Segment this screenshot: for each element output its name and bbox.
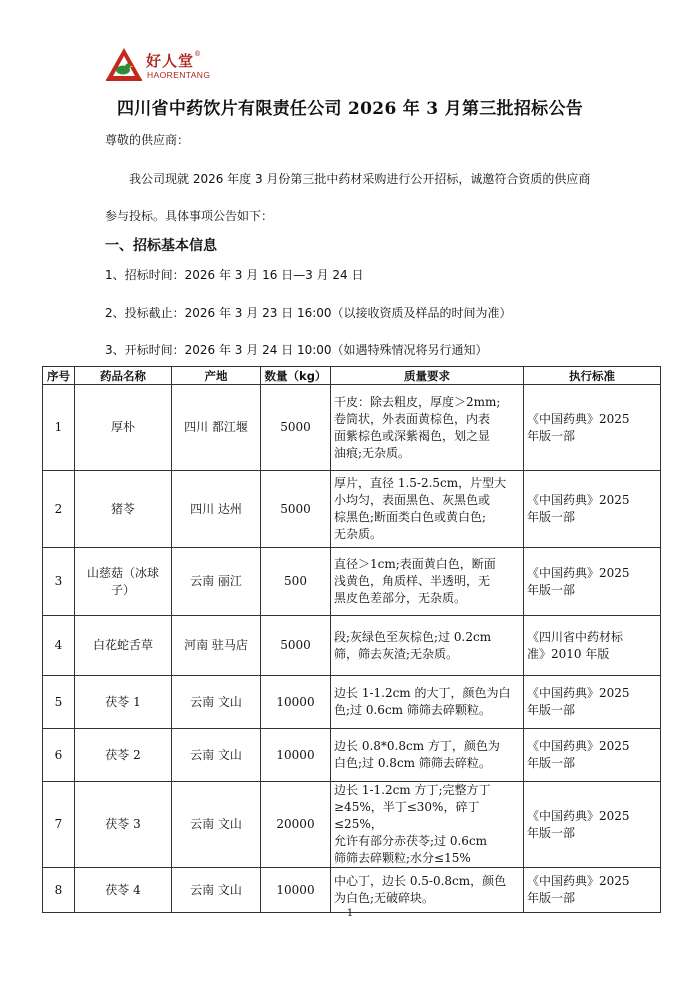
cell-origin: 云南 丽江 <box>172 548 261 616</box>
info-opening-time: 3、开标时间：2026 年 3 月 24 日 10:00（如遇特殊情况将另行通知） <box>105 343 488 357</box>
intro-line-2: 参与投标。具体事项公告如下： <box>105 209 274 223</box>
section-heading: 一、招标基本信息 <box>105 238 217 254</box>
company-logo <box>104 46 224 88</box>
cell-no: 2 <box>43 471 75 548</box>
cell-quality: 中心丁，边长 0.5-0.8cm，颜色 为白色;无破碎块。 <box>331 868 524 913</box>
cell-qty: 10000 <box>261 868 331 913</box>
cell-no: 8 <box>43 868 75 913</box>
tender-table <box>42 366 661 913</box>
page-title: 四川省中药饮片有限责任公司 2026 年 3 月第三批招标公告 <box>116 99 584 119</box>
cell-quality: 厚片，直径 1.5-2.5cm，片型大 小均匀，表面黑色、灰黑色或 棕黑色;断面类白色或黄白色; 无杂质。 <box>331 471 524 548</box>
cell-no: 4 <box>43 616 75 676</box>
cell-standard: 《中国药典》2025 年版一部 <box>524 729 661 782</box>
table-row <box>43 385 661 471</box>
mountain-bird-logo-icon <box>104 46 144 84</box>
cell-standard: 《中国药典》2025 年版一部 <box>524 548 661 616</box>
cell-quality: 边长 1-1.2cm 方丁;完整方丁 ≥45%，半丁≤30%，碎丁≤25%， 允许有部分赤茯苓;过 0.6cm 筛筛去碎颗粒;水分≤15% <box>331 782 524 868</box>
table-row <box>43 471 661 548</box>
header-no: 序号 <box>43 367 75 385</box>
cell-origin: 云南 文山 <box>172 676 261 729</box>
cell-no: 6 <box>43 729 75 782</box>
intro-line-1: 我公司现就 2026 年度 3 月份第三批中药材采购进行公开招标，诚邀符合资质的供应商 <box>129 172 591 186</box>
cell-origin: 云南 文山 <box>172 868 261 913</box>
header-qty: 数量（kg） <box>261 367 331 385</box>
cell-qty: 5000 <box>261 616 331 676</box>
cell-standard: 《中国药典》2025 年版一部 <box>524 676 661 729</box>
cell-name: 茯苓 3 <box>75 782 172 868</box>
cell-name: 茯苓 1 <box>75 676 172 729</box>
cell-name: 白花蛇舌草 <box>75 616 172 676</box>
cell-quality: 段;灰绿色至灰棕色;过 0.2cm 筛，筛去灰渣;无杂质。 <box>331 616 524 676</box>
cell-name: 茯苓 2 <box>75 729 172 782</box>
cell-qty: 500 <box>261 548 331 616</box>
table-row <box>43 729 661 782</box>
greeting: 尊敬的供应商： <box>105 133 190 147</box>
cell-no: 7 <box>43 782 75 868</box>
cell-standard: 《中国药典》2025 年版一部 <box>524 471 661 548</box>
cell-origin: 云南 文山 <box>172 782 261 868</box>
table-row <box>43 782 661 868</box>
cell-standard: 《中国药典》2025 年版一部 <box>524 782 661 868</box>
page-number: 1 <box>346 908 354 919</box>
cell-origin: 四川 达州 <box>172 471 261 548</box>
cell-quality: 边长 0.8*0.8cm 方丁，颜色为 白色;过 0.8cm 筛筛去碎粒。 <box>331 729 524 782</box>
info-bid-deadline: 2、投标截止：2026 年 3 月 23 日 16:00（以接收资质及样品的时间为准） <box>105 306 512 320</box>
cell-qty: 20000 <box>261 782 331 868</box>
cell-origin: 河南 驻马店 <box>172 616 261 676</box>
logo-english-name: HAORENTANG <box>147 70 211 80</box>
cell-standard: 《四川省中药材标 准》2010 年版 <box>524 616 661 676</box>
cell-origin: 四川 都江堰 <box>172 385 261 471</box>
cell-no: 3 <box>43 548 75 616</box>
logo-chinese-name: 好人堂® <box>146 50 203 70</box>
table-header-row <box>43 367 661 385</box>
cell-quality: 边长 1-1.2cm 的大丁，颜色为白 色;过 0.6cm 筛筛去碎颗粒。 <box>331 676 524 729</box>
cell-no: 5 <box>43 676 75 729</box>
cell-standard: 《中国药典》2025 年版一部 <box>524 868 661 913</box>
table-row <box>43 548 661 616</box>
info-tender-period: 1、招标时间：2026 年 3 月 16 日—3 月 24 日 <box>105 268 364 282</box>
cell-standard: 《中国药典》2025 年版一部 <box>524 385 661 471</box>
cell-qty: 10000 <box>261 729 331 782</box>
cell-qty: 5000 <box>261 385 331 471</box>
table-row <box>43 868 661 913</box>
cell-name: 山慈菇（冰球 子） <box>75 548 172 616</box>
cell-name: 猪苓 <box>75 471 172 548</box>
cell-no: 1 <box>43 385 75 471</box>
cell-quality: 直径＞1cm;表面黄白色，断面 浅黄色，角质样、半透明，无 黑皮色差部分，无杂质。 <box>331 548 524 616</box>
header-origin: 产地 <box>172 367 261 385</box>
header-quality: 质量要求 <box>331 367 524 385</box>
cell-qty: 10000 <box>261 676 331 729</box>
header-name: 药品名称 <box>75 367 172 385</box>
table-row <box>43 616 661 676</box>
cell-origin: 云南 文山 <box>172 729 261 782</box>
cell-qty: 5000 <box>261 471 331 548</box>
cell-quality: 干皮：除去粗皮，厚度＞2mm; 卷筒状，外表面黄棕色，内表 面紫棕色或深紫褐色，划之显 油痕;无杂质。 <box>331 385 524 471</box>
cell-name: 厚朴 <box>75 385 172 471</box>
header-standard: 执行标准 <box>524 367 661 385</box>
cell-name: 茯苓 4 <box>75 868 172 913</box>
table-row <box>43 676 661 729</box>
